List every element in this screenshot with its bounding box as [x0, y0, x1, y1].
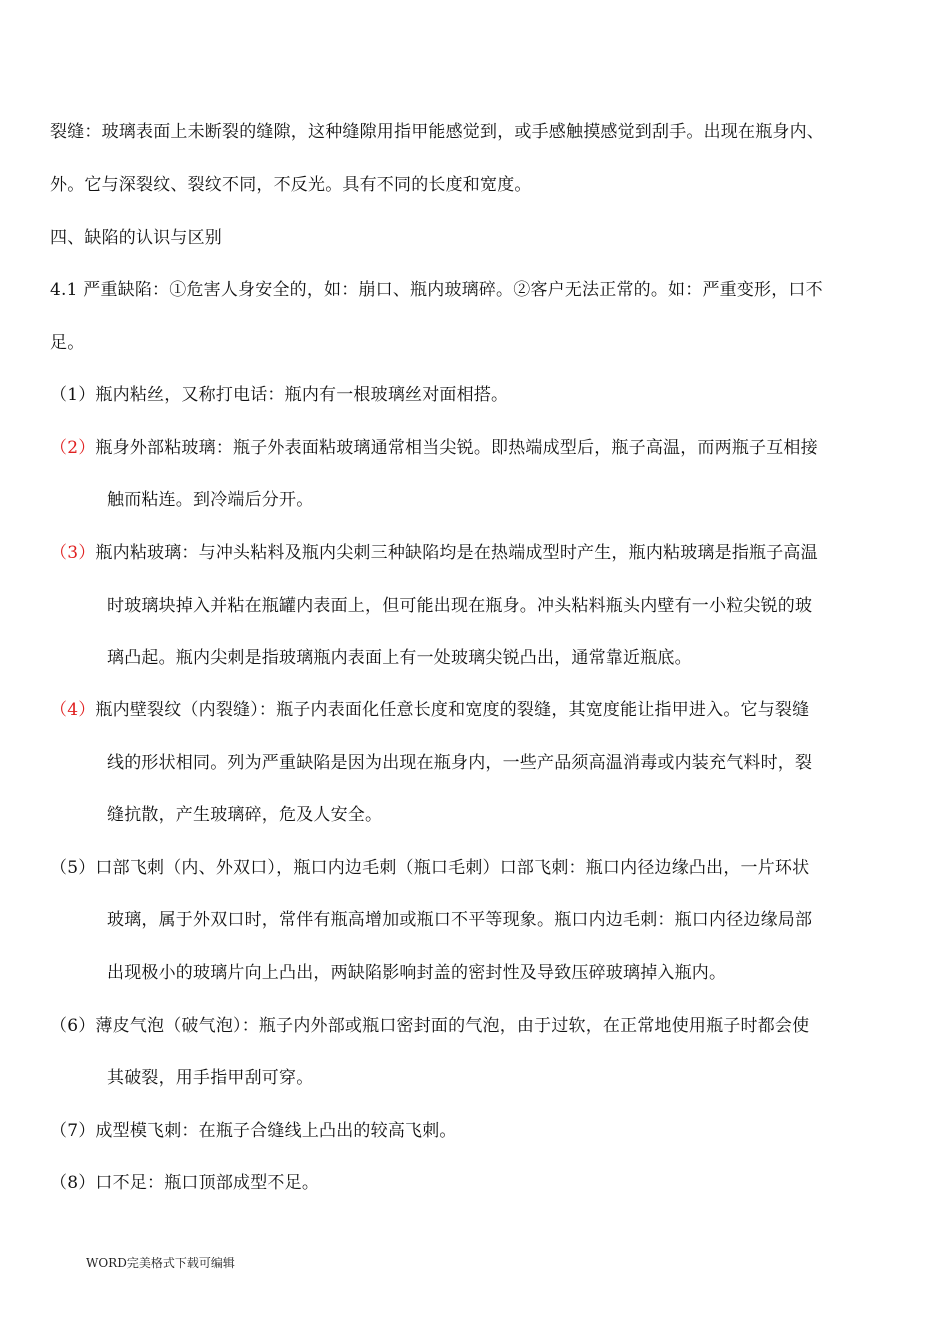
item-3-text-1: 瓶内粘玻璃：与冲头粘料及瓶内尖刺三种缺陷均是在热端成型时产生，瓶内粘玻璃是指瓶子高温 [95, 543, 818, 563]
item-7-text: 成型模飞刺：在瓶子合缝线上凸出的较高飞刺。 [95, 1121, 457, 1141]
item-6-number: （6） [50, 1016, 96, 1036]
item-4-line-3: 缝抗散，产生玻璃碎，危及人安全。 [107, 805, 383, 825]
crack-definition-line-2: 外。它与深裂纹、裂纹不同，不反光。具有不同的长度和宽度。 [50, 175, 532, 195]
item-5-line-2: 玻璃，属于外双口时，常伴有瓶高增加或瓶口不平等现象。瓶口内边毛刺：瓶口内径边缘局部 [107, 910, 813, 930]
item-4-line-2: 线的形状相同。列为严重缺陷是因为出现在瓶身内，一些产品须高温消毒或内装充气料时，裂 [107, 753, 813, 773]
item-6-line-2: 其破裂，用手指甲刮可穿。 [107, 1068, 314, 1088]
item-1-number: （1） [50, 385, 96, 405]
item-4-number: （4） [50, 700, 96, 720]
section-4-1-line-2: 足。 [50, 333, 85, 353]
item-3-line-1 [50, 543, 818, 563]
item-8-number: （8） [50, 1173, 96, 1193]
item-7-number: （7） [50, 1121, 96, 1141]
item-2-number: （2） [50, 438, 96, 458]
item-5-line-3: 出现极小的玻璃片向上凸出，两缺陷影响封盖的密封性及导致压碎玻璃掉入瓶内。 [107, 963, 727, 983]
item-3-line-3: 璃凸起。瓶内尖刺是指玻璃瓶内表面上有一处玻璃尖锐凸出，通常靠近瓶底。 [107, 648, 692, 668]
item-3-line-2: 时玻璃块掉入并粘在瓶罐内表面上，但可能出现在瓶身。冲头粘料瓶头内壁有一小粒尖锐的玻 [107, 596, 813, 616]
item-2-line-2: 触而粘连。到冷端后分开。 [107, 490, 314, 510]
item-3-number: （3） [50, 543, 96, 563]
page-footer: WORD完美格式下载可编辑 [86, 1256, 235, 1270]
item-2-line-1 [50, 438, 818, 458]
item-8-text: 口不足：瓶口顶部成型不足。 [95, 1173, 320, 1193]
item-4-text-1: 瓶内壁裂纹（内裂缝）：瓶子内表面化任意长度和宽度的裂缝，其宽度能让指甲进入。它与裂缝 [95, 700, 810, 720]
item-5-number: （5） [50, 858, 96, 878]
item-6-text-1: 薄皮气泡（破气泡）：瓶子内外部或瓶口密封面的气泡，由于过软，在正常地使用瓶子时都会使 [95, 1016, 810, 1036]
item-5-text-1: 口部飞刺（内、外双口），瓶口内边毛刺（瓶口毛刺）口部飞刺：瓶口内径边缘凸出，一片环状 [95, 858, 810, 878]
item-1 [50, 385, 508, 405]
item-4-line-1 [50, 700, 809, 720]
item-6-line-1 [50, 1016, 809, 1036]
item-7 [50, 1121, 457, 1141]
item-1-text: 瓶内粘丝，又称打电话：瓶内有一根玻璃丝对面相搭。 [95, 385, 509, 405]
section-4-heading: 四、缺陷的认识与区别 [50, 228, 222, 248]
section-4-1-line-1: 4.1 严重缺陷：①危害人身安全的，如：崩口、瓶内玻璃碎。②客户无法正常的。如：严重变形，口不 [50, 280, 823, 300]
item-2-text-1: 瓶身外部粘玻璃：瓶子外表面粘玻璃通常相当尖锐。即热端成型后，瓶子高温，而两瓶子互相接 [95, 438, 818, 458]
item-5-line-1 [50, 858, 809, 878]
crack-definition-line-1: 裂缝：玻璃表面上未断裂的缝隙，这种缝隙用指甲能感觉到，或手感触摸感觉到刮手。出现在瓶身内、 [50, 122, 824, 142]
item-8 [50, 1173, 319, 1193]
